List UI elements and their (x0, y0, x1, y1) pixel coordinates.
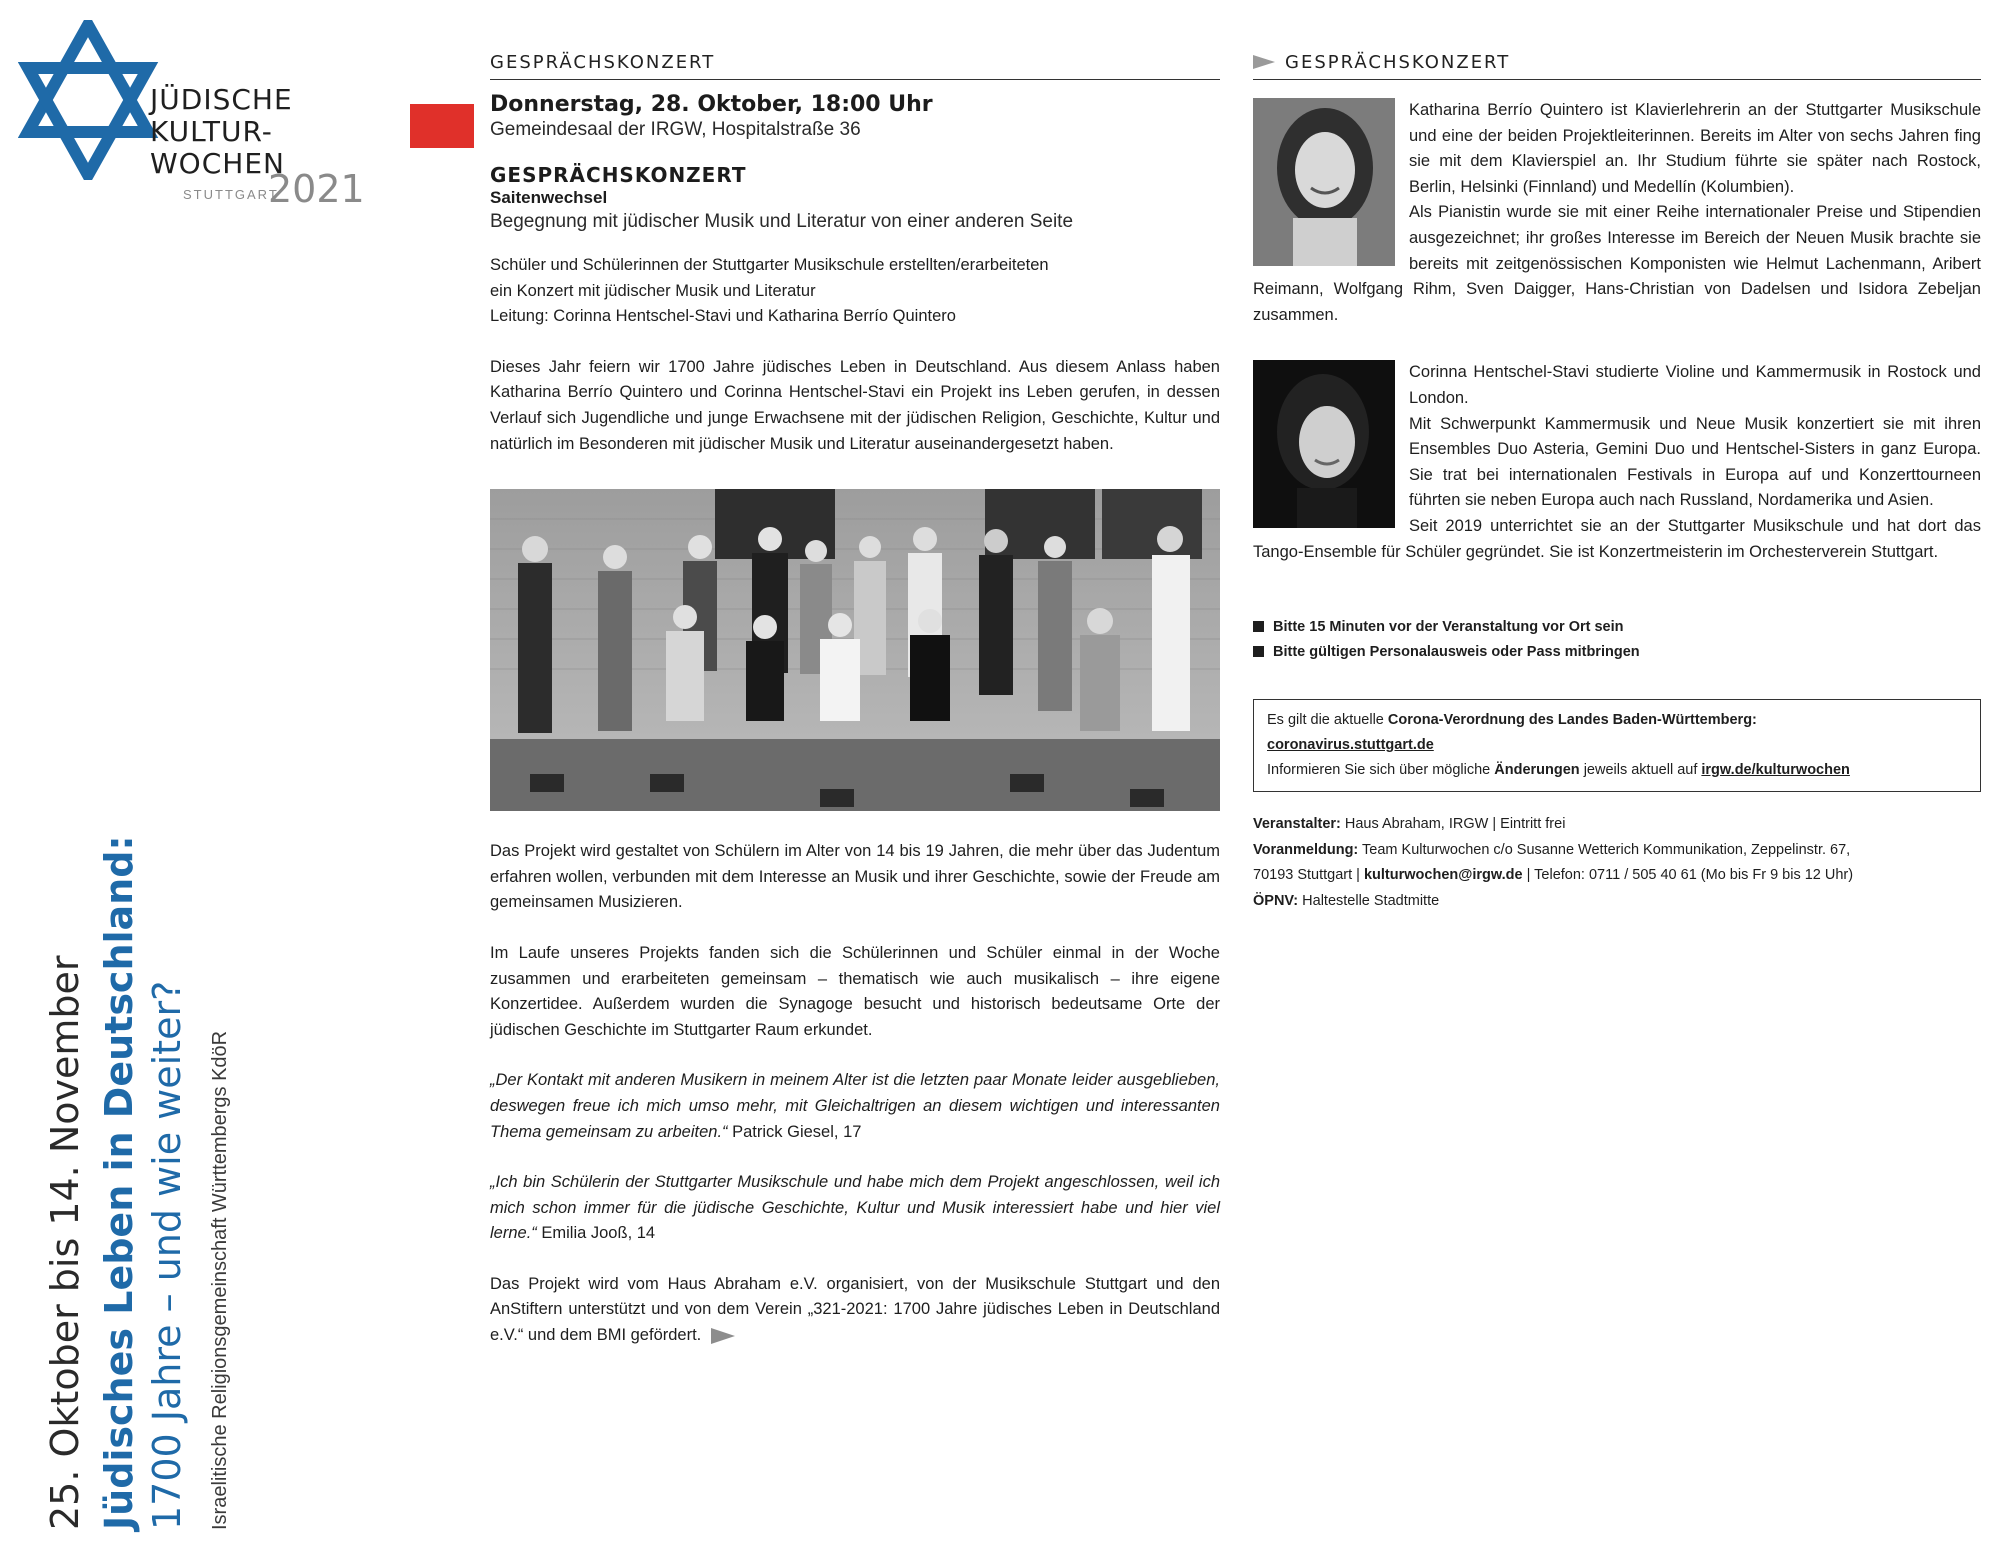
continue-arrow-icon (711, 1328, 735, 1344)
bio-column (1253, 52, 1981, 914)
contact-info (1253, 812, 1981, 914)
bio-katharina (1253, 98, 1981, 328)
registration-value: Team Kulturwochen c/o Susanne Wetterich Kommunikation, Zeppelinstr. 67, (1362, 841, 1851, 858)
event-column (490, 52, 1220, 1349)
corona-info-bold: Änderungen (1494, 762, 1580, 779)
continuation-arrow-icon (1253, 55, 1275, 69)
intro-leitung: Leitung: Corinna Hentschel-Stavi und Katharina Berrío Quintero (490, 307, 956, 326)
bio-paragraph: Corinna Hentschel-Stavi studierte Violine und Kammermusik in Rostock und London. (1409, 363, 1981, 407)
corona-line (1267, 708, 1967, 733)
intro-line: ein Konzert mit jüdischer Musik und Literatur (490, 281, 816, 300)
visitor-notes (1253, 615, 1981, 665)
bio-paragraph: Mit Schwerpunkt Kammermusik und Neue Musik konzertiert sie mit ihren Ensembles Duo Asteria, Gemini Duo und Hentschel-Sisters in ganz Europa. Sie trat bei internationalen Festivals in Europa auf und Konzerttourneen führten sie neben Europa auch nach Russland, Nordamerika und Asien. (1409, 414, 1981, 510)
quote-author: Patrick Giesel, 17 (732, 1122, 862, 1141)
logo-text-line-2: KULTUR- (150, 115, 273, 148)
date-marker (410, 104, 474, 148)
paragraph (490, 1272, 1220, 1349)
registration-address: 70193 Stuttgart | (1253, 867, 1360, 884)
bio-paragraph: Katharina Berrío Quintero ist Klavierlehrerin an der Stuttgarter Musikschule und eine der beiden Projektleiterinnen. Bereits im Alter von sechs Jahren fing sie mit dem Klavierspiel an. Ihr Studium führte sie später nach Rostock, Berlin, Helsinki (Finnland) und Medellín (Kolumbien). (1409, 101, 1981, 196)
section-heading-label: GESPRÄCHSKONZERT (1285, 52, 1511, 73)
corona-regulation: Corona-Verordnung des Landes Baden-Württemberg: (1387, 712, 1757, 729)
corona-info-text: Informieren Sie sich über mögliche (1267, 762, 1491, 779)
registration-phone: | Telefon: 0711 / 505 40 61 (Mo bis Fr 9 bis 12 Uhr) (1526, 867, 1854, 884)
event-place: Gemeindesaal der IRGW, Hospitalstraße 36 (490, 119, 861, 140)
kulturwochen-link[interactable]: irgw.de/kulturwochen (1701, 762, 1850, 779)
vertical-sidebar (20, 835, 250, 1530)
paragraph: Im Laufe unseres Projekts fanden sich die Schülerinnen und Schüler einmal in der Woche zusammen und erarbeiteten gemeinsam – thematisch wie auch musikalisch – ihre eigene Konzertidee. Außerdem wurden die Synagoge besucht und historisch bedeutsame Orte der jüdischen Geschichte im Stuttgarter Raum erkundet. (490, 943, 1220, 1039)
organizer-value: Haus Abraham, IRGW | Eintritt frei (1344, 816, 1566, 833)
bio-paragraph: Seit 2019 unterrichtet sie an der Stuttgarter Musikschule und hat dort das Tango-Ensemble für Schüler gegründet. Sie ist Konzertmeisterin im Orchesterverein Stuttgart. (1253, 516, 1981, 561)
festival-dates: 25. Oktober bis 14. November (43, 955, 87, 1530)
bullet-square-icon (1253, 646, 1264, 657)
quote (490, 1170, 1220, 1247)
bio-corinna (1253, 360, 1981, 565)
quote-text: „Der Kontakt mit anderen Musikern in meinem Alter ist die letzten paar Monate leider ausgeblieben, deswegen freue ich mich umso mehr, mit Gleichaltrigen an diesem wichtigen und interessanten Thema gemeinsam zu arbeiten.“ (490, 1071, 1220, 1141)
logo-text-line-3: WOCHEN (150, 147, 285, 180)
paragraph: Das Projekt wird gestaltet von Schülern im Alter von 14 bis 19 Jahren, die mehr über das Judentum erfahren wollen, verbunden mit dem Interesse an Musik und ihrer Geschichte, sowie der Freude am gemeinsamen Musizieren. (490, 842, 1220, 912)
event-subtitle: Saitenwechsel (490, 188, 608, 207)
note-text: Bitte 15 Minuten vor der Veranstaltung vor Ort sein (1273, 619, 1624, 636)
event-tagline: Begegnung mit jüdischer Musik und Literatur von einer anderen Seite (490, 211, 1074, 232)
funding-text: Das Projekt wird vom Haus Abraham e.V. organisiert, von der Musikschule Stuttgart und den AnStiftern unterstützt und von dem Verein „321-2021: 1700 Jahre jüdisches Leben in Deutschland e.V.“ und dem BMI gefördert. (490, 1274, 1220, 1345)
group-photo (490, 489, 1220, 811)
quote-text: „Ich bin Schülerin der Stuttgarter Musikschule und habe mich dem Projekt angeschlossen, weil ich mich schon immer für die jüdische Geschichte, Kultur und Musik interessiert habe und hier viel lerne.“ (490, 1173, 1220, 1243)
section-heading: GESPRÄCHSKONZERT (490, 52, 1220, 80)
corona-link[interactable]: coronavirus.stuttgart.de (1267, 737, 1434, 754)
organization-name: Israelitische Religionsgemeinschaft Württembergs KdöR (209, 1030, 231, 1530)
festival-logo (18, 20, 365, 211)
corona-info-box (1253, 699, 1981, 792)
bio-paragraph: Als Pianistin wurde sie mit einer Reihe internationaler Preise und Stipendien ausgezeichnet; ihr großes Interesse im Bereich der Neuen Musik brachte sie bereits mit zeitgenössischen Komponisten wie Helmut Lachenmann, Aribert Reimann, Wolfgang Rihm, Sven Daigger, Hans-Christian von Dadelsen und Isidora Zebeljan zusammen. (1253, 203, 1981, 324)
registration-label: Voranmeldung: (1253, 841, 1359, 858)
logo-year: 2021 (268, 167, 365, 211)
intro-line: Schüler und Schülerinnen der Stuttgarter Musikschule erstellten/erarbeiteten (490, 256, 1049, 274)
logo-text-line-1: JÜDISCHE (150, 83, 293, 116)
quote-author: Emilia Jooß, 14 (541, 1224, 656, 1243)
bullet-square-icon (1253, 621, 1264, 632)
registration-email[interactable]: kulturwochen@irgw.de (1363, 867, 1523, 884)
transit-label: ÖPNV: (1253, 892, 1299, 909)
corona-line (1267, 758, 1967, 783)
event-date: Donnerstag, 28. Oktober, 18:00 Uhr (490, 92, 933, 117)
portrait-photo (1253, 360, 1395, 528)
transit-value: Haltestelle Stadtmitte (1302, 892, 1440, 909)
note-text: Bitte gültigen Personalausweis oder Pass mitbringen (1273, 644, 1640, 661)
paragraph: Dieses Jahr feiern wir 1700 Jahre jüdisches Leben in Deutschland. Aus diesem Anlass haben Katharina Berrío Quintero und Corinna Hentschel-Stavi ein Projekt ins Leben gerufen, in dessen Verlauf sich Jugendliche und junge Erwachsene mit der jüdischen Religion, Geschichte, Kultur und natürlich im Besonderen mit jüdischer Musik und Literatur auseinandergesetzt haben. (490, 357, 1220, 453)
organizer-label: Veranstalter: (1253, 816, 1341, 833)
section-heading (1253, 52, 1981, 80)
corona-intro: Es gilt die aktuelle (1267, 712, 1384, 729)
note-item (1253, 640, 1981, 665)
corona-info-text: jeweils aktuell auf (1583, 762, 1698, 779)
portrait-photo (1253, 98, 1395, 266)
note-item (1253, 615, 1981, 640)
event-title: GESPRÄCHSKONZERT (490, 163, 747, 187)
logo-city: STUTTGART (183, 187, 279, 202)
festival-title: Jüdisches Leben in Deutschland: (97, 835, 141, 1530)
festival-subtitle: 1700 Jahre – und wie weiter? (145, 980, 189, 1530)
quote (490, 1068, 1220, 1145)
